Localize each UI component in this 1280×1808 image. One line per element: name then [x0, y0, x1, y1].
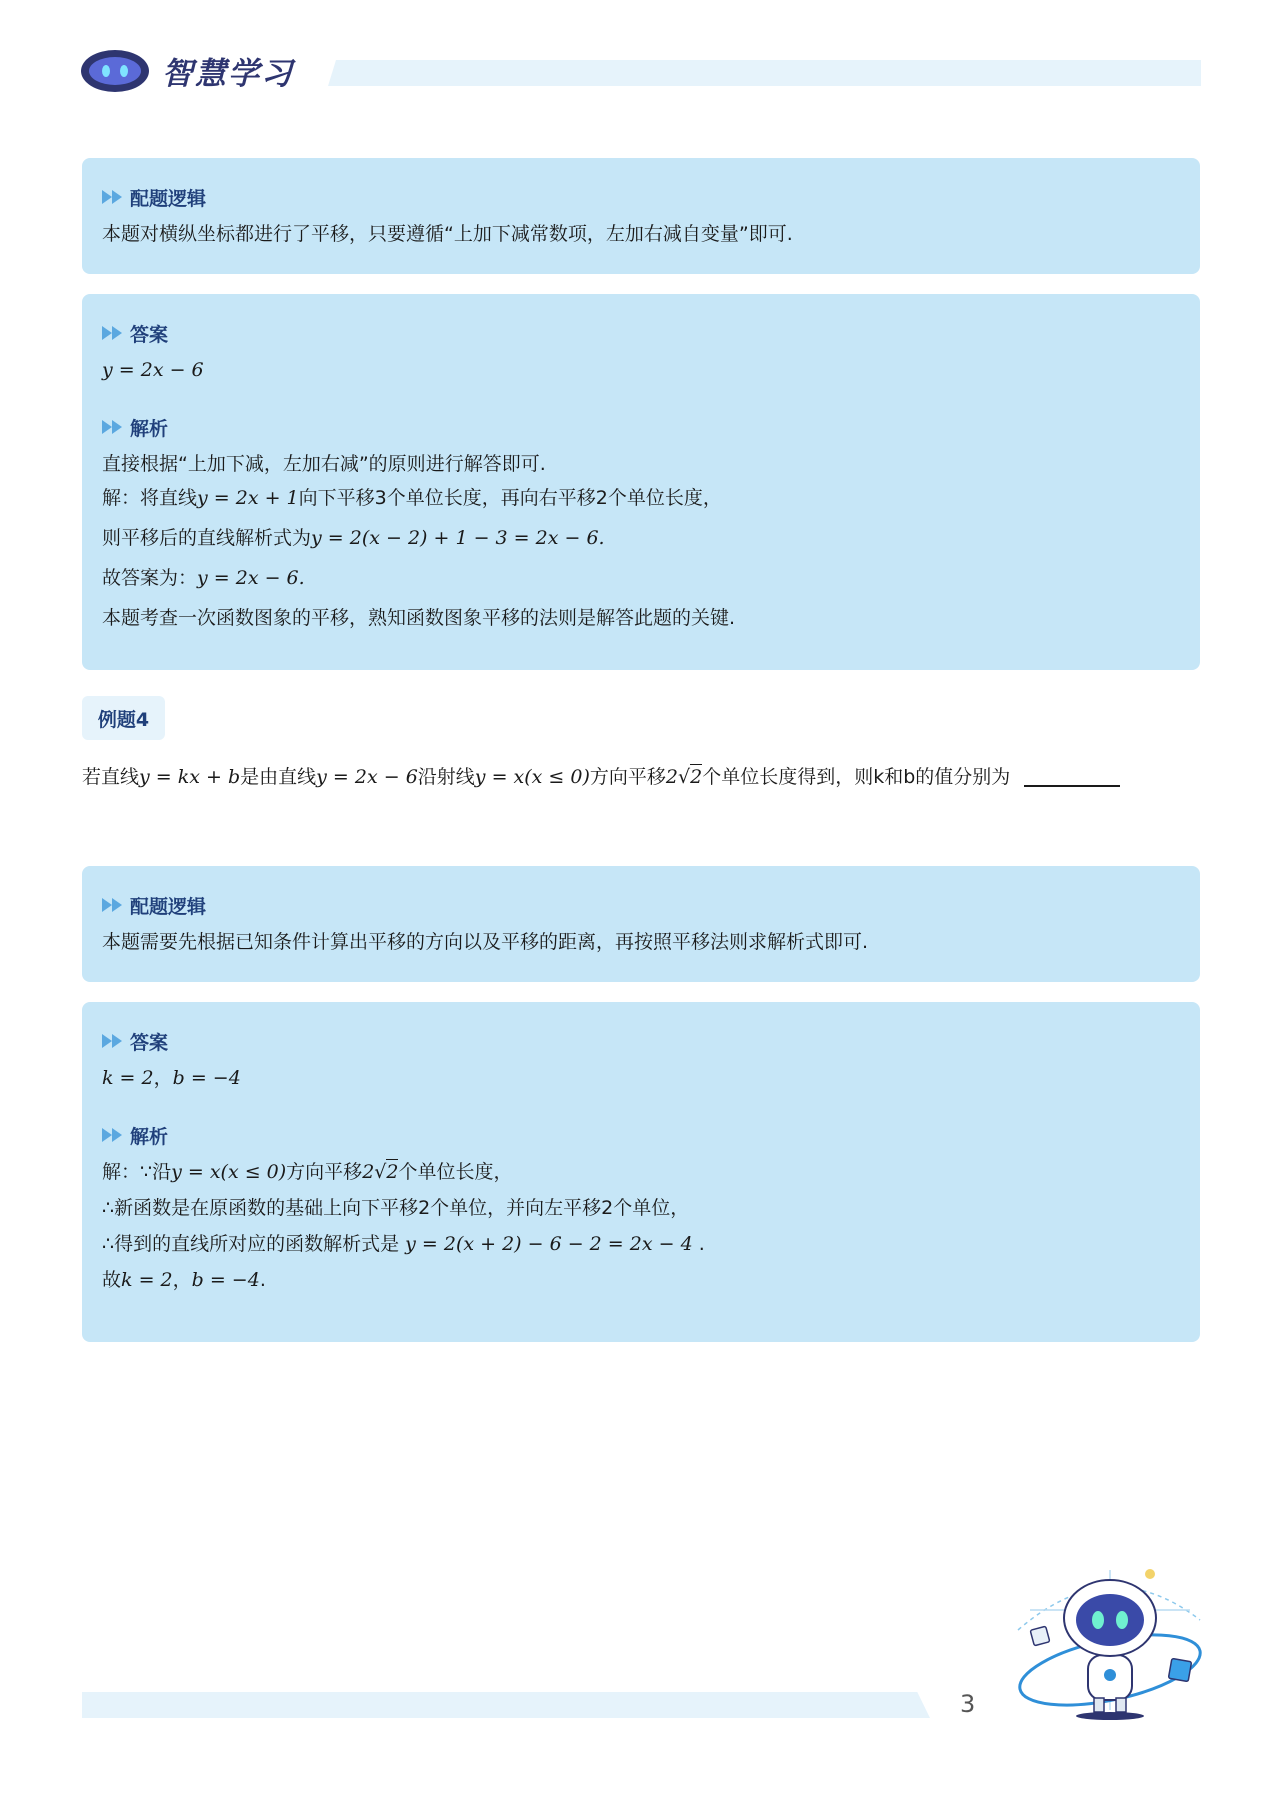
answer-blank[interactable] [1024, 785, 1120, 787]
double-arrow-icon [102, 1033, 126, 1049]
text-fragment: 个单位长度， [398, 1161, 513, 1183]
analysis-line [102, 484, 1180, 512]
math-expression: k = 2 [102, 1067, 154, 1089]
section-heading [102, 320, 1180, 346]
sqrt-radicand: 2 [386, 1161, 399, 1183]
math-expression: y = 2(x − 2) + 1 − 3 = 2x − 6. [311, 527, 605, 549]
analysis-line: ∴新函数是在原函数的基础上向下平移2个单位，并向左平移2个单位， [102, 1197, 690, 1219]
double-arrow-icon [102, 1127, 126, 1143]
section-heading [102, 184, 1180, 210]
robot-logo-icon [80, 46, 150, 94]
brand-title: 智慧学习 [162, 56, 294, 92]
sqrt-sign: √ [677, 766, 691, 788]
math-expression: k = 2 [121, 1269, 173, 1291]
math-expression: b = −4 [172, 1067, 241, 1089]
logic-box-2 [82, 866, 1200, 982]
text-fragment: 个单位长度得到，则k和b的值分别为 [702, 766, 1011, 788]
text-fragment: 向下平移3个单位长度，再向右平移2个单位长度， [298, 487, 722, 509]
math-expression: y = x(x ≤ 0) [474, 766, 590, 788]
answer-box-1 [82, 294, 1200, 670]
text-fragment: 解：将直线 [102, 487, 198, 509]
footer-decorative-band [82, 1692, 930, 1718]
analysis-line: 本题考查一次函数图象的平移，熟知函数图象平移的法则是解答此题的关键. [102, 607, 736, 629]
analysis-line [102, 524, 1180, 552]
section-heading [102, 1122, 1180, 1148]
text-fragment: . [692, 1233, 705, 1255]
answer-text [102, 1064, 1180, 1092]
page-header [0, 0, 1280, 110]
robot-mascot-icon [1010, 1560, 1210, 1720]
section-title: 配题逻辑 [130, 187, 207, 210]
analysis-line [102, 1158, 1180, 1186]
answer-box-2 [82, 1002, 1200, 1342]
math-expression: y = kx + b [139, 766, 241, 788]
section-title: 解析 [130, 1125, 169, 1148]
example-tag: 例题4 [82, 696, 165, 740]
math-expression: y = 2(x + 2) − 6 − 2 = 2x − 4 [405, 1233, 693, 1255]
page-number: 3 [960, 1690, 976, 1718]
section-title: 答案 [130, 1031, 169, 1054]
analysis-line [102, 1266, 1180, 1294]
sqrt-sign: √ [374, 1161, 387, 1183]
math-expression: y = 2x + 1 [197, 487, 299, 509]
section-heading [102, 1028, 1180, 1054]
double-arrow-icon [102, 897, 126, 913]
text-fragment: 若直线 [82, 766, 140, 788]
math-expression: b = −4 [191, 1269, 260, 1291]
math-expression: y = x(x ≤ 0) [171, 1161, 287, 1183]
section-title: 答案 [130, 323, 169, 346]
text-fragment: 是由直线 [240, 766, 317, 788]
math-expression: 2 [665, 766, 678, 788]
section-heading [102, 892, 1180, 918]
math-expression: y = 2x − 6 [102, 359, 204, 381]
section-heading [102, 414, 1180, 440]
logic-text: 本题需要先根据已知条件计算出平移的方向以及平移的距离，再按照平移法则求解析式即可. [102, 931, 869, 953]
text-fragment: . [259, 1269, 266, 1291]
answer-text [102, 356, 1180, 384]
text-fragment: 沿射线 [417, 766, 475, 788]
text-fragment: 故答案为： [102, 567, 198, 589]
text-fragment: ， [153, 1067, 173, 1089]
math-expression: y = 2x − 6. [197, 567, 305, 589]
analysis-line: 直接根据“上加下减，左加右减”的原则进行解答即可. [102, 453, 546, 475]
text-fragment: 方向平移 [286, 1161, 363, 1183]
analysis-line [102, 1230, 1180, 1258]
question-text [82, 762, 1120, 792]
header-decorative-band [328, 60, 1201, 86]
text-fragment: ∴得到的直线所对应的函数解析式是 [102, 1233, 406, 1255]
logic-text: 本题对横纵坐标都进行了平移，只要遵循“上加下减常数项，左加右减自变量”即可. [102, 223, 793, 245]
sqrt-radicand: 2 [690, 766, 703, 788]
section-title: 配题逻辑 [130, 895, 207, 918]
text-fragment: 则平移后的直线解析式为 [102, 527, 312, 549]
section-title: 解析 [130, 417, 169, 440]
text-fragment: 解：∵沿 [102, 1161, 172, 1183]
double-arrow-icon [102, 419, 126, 435]
text-fragment: ， [172, 1269, 192, 1291]
analysis-line [102, 564, 1180, 592]
math-expression: 2 [362, 1161, 375, 1183]
math-expression: y = 2x − 6 [316, 766, 418, 788]
logic-box-1 [82, 158, 1200, 274]
text-fragment: 方向平移 [589, 766, 666, 788]
double-arrow-icon [102, 189, 126, 205]
double-arrow-icon [102, 325, 126, 341]
text-fragment: 故 [102, 1269, 122, 1291]
